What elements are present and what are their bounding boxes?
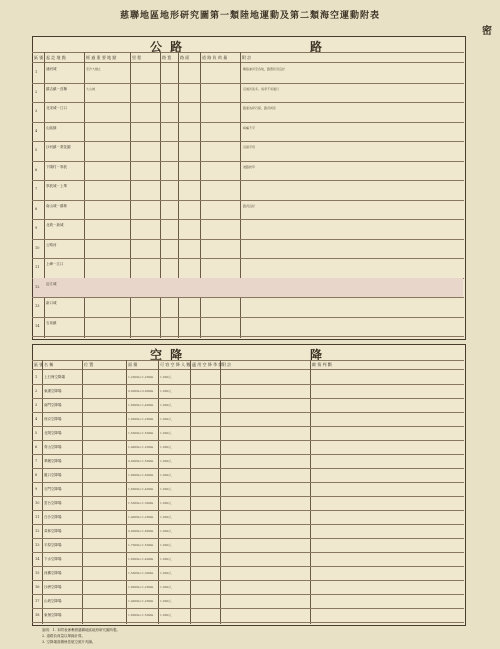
air-row-area: 1,600m×1,500m <box>128 613 154 617</box>
air-row-name: 石門空降場 <box>44 487 62 491</box>
air-row-divider <box>32 398 464 399</box>
air-row-capacity: 1,000人 <box>160 487 172 491</box>
road-row-divider <box>32 200 464 201</box>
air-row-name: 沙洲空降場 <box>44 585 62 589</box>
road-row-divider <box>32 141 464 142</box>
road-row-number: 13 <box>35 304 40 308</box>
air-row-divider <box>32 510 464 511</box>
air-row-capacity: 1,000人 <box>160 515 172 519</box>
air-section-title-2: 降 <box>310 348 325 362</box>
air-row-name: 華嚴空降場 <box>44 459 62 463</box>
air-row-number: 1 <box>35 375 38 379</box>
road-row-note: 沿線平坦 <box>243 145 256 149</box>
road-row-name: 新口城 <box>46 301 57 305</box>
air-row-number: 2 <box>35 389 38 393</box>
footnote-line: 說明：1. 本附表係參照慈聯地區地形研究圖所製。 <box>42 628 120 632</box>
road-section-title-2: 路 <box>310 40 325 54</box>
air-row-number: 15 <box>35 571 40 575</box>
air-row-capacity: 1,000人 <box>160 431 172 435</box>
air-row-number: 10 <box>35 501 40 505</box>
air-row-area: 2,000m×1,500m <box>128 459 154 463</box>
road-row-divider <box>32 336 464 337</box>
road-row-number: 10 <box>35 245 40 250</box>
air-row-capacity: 1,000人 <box>160 613 172 617</box>
air-row-capacity: 1,000人 <box>160 445 172 449</box>
air-header-cell: 可 容 空 降 人 數 <box>160 362 191 367</box>
air-row-number: 11 <box>35 515 40 519</box>
air-row-number: 14 <box>35 557 40 561</box>
footnote-line: 2. 道路負荷量以單線計算。 <box>42 634 85 638</box>
air-row-divider <box>32 426 464 427</box>
road-row-number: 14 <box>35 323 40 328</box>
air-row-divider <box>32 608 464 609</box>
road-header-cell: 路 寬 <box>162 55 172 60</box>
air-column-divider <box>220 360 221 624</box>
air-column-divider <box>42 360 43 624</box>
road-row-number: 8 <box>35 206 38 211</box>
air-row-name: 上石崗空降場 <box>44 375 65 379</box>
air-row-name: 白沙空降場 <box>44 515 62 519</box>
road-row-route: 至汐大橋止 <box>86 67 102 71</box>
air-row-area: 1,800m×1,400m <box>128 403 154 407</box>
road-row-divider <box>32 161 464 162</box>
air-row-capacity: 1,000人 <box>160 543 172 547</box>
air-column-divider <box>190 360 191 624</box>
road-row-note: 道路狹窄 <box>243 164 256 169</box>
air-row-area: 1,500m×1,500m <box>128 431 154 435</box>
air-row-capacity: 1,000人 <box>160 557 172 561</box>
air-header-cell: 名 稱 <box>44 362 54 367</box>
road-row-number: 11 <box>35 265 40 269</box>
road-row-name: 上峰－江口 <box>46 262 64 266</box>
air-row-divider <box>32 580 464 581</box>
air-table <box>32 344 466 626</box>
air-row-area: 1,400m×1,200m <box>128 599 154 603</box>
road-row-number: 3 <box>35 109 38 113</box>
air-row-divider <box>32 454 464 455</box>
air-row-number: 5 <box>35 431 38 435</box>
air-row-number: 18 <box>35 613 40 617</box>
road-row-note: 聯絡浦河至各地，路寬狀況良好 <box>243 67 286 71</box>
air-row-area: 2,000m×2,000m <box>128 389 154 393</box>
road-row-name: 公路河 <box>46 242 57 247</box>
air-row-number: 8 <box>35 473 38 477</box>
road-row-divider <box>32 219 464 220</box>
air-header-cell: 區 號 <box>34 362 44 367</box>
road-row-divider <box>32 122 464 123</box>
road-row-divider <box>32 102 464 103</box>
air-row-number: 17 <box>35 599 40 603</box>
air-row-name: 北岡空降場 <box>44 431 62 435</box>
air-row-capacity: 1,000人 <box>160 529 172 533</box>
air-row-name: 黃林空降場 <box>44 529 62 533</box>
air-row-divider <box>32 496 464 497</box>
air-row-capacity: 1,000人 <box>160 599 172 603</box>
road-row-note: 崎嶇不平 <box>243 125 256 130</box>
road-row-number: 5 <box>35 148 38 152</box>
air-row-divider <box>32 552 464 553</box>
air-row-capacity: 1,000人 <box>160 375 172 379</box>
road-row-name: 蘇吉鎮－莒縣 <box>46 86 67 91</box>
air-row-name: 西京空降場 <box>44 417 62 421</box>
road-row-note: 路況良好 <box>243 203 256 208</box>
air-row-name: 平原空降場 <box>44 543 62 547</box>
road-row-name: 浦河城 <box>46 67 57 71</box>
air-row-capacity: 1,000人 <box>160 501 172 505</box>
air-row-capacity: 1,000人 <box>160 585 172 589</box>
air-row-number: 6 <box>35 445 38 449</box>
road-row-name: 寧波城－上華 <box>46 184 67 188</box>
road-row-number: 12 <box>35 284 40 289</box>
road-row-name: 山區線 <box>46 125 57 130</box>
road-row-divider <box>32 239 464 240</box>
air-row-name: 東湖空降場 <box>44 389 62 393</box>
air-row-divider <box>32 538 464 539</box>
air-row-area: 1,400m×1,200m <box>128 515 154 519</box>
air-row-divider <box>32 440 464 441</box>
air-row-area: 1,400m×1,200m <box>128 445 154 449</box>
air-header-cell: 位 置 <box>84 362 94 367</box>
air-row-name: 河灘空降場 <box>44 571 62 575</box>
air-row-area: 1,200m×1,200m <box>128 375 154 379</box>
air-row-name: 南門空降場 <box>44 403 62 407</box>
air-row-number: 13 <box>35 543 40 547</box>
air-section-title: 空 降 <box>150 348 185 362</box>
air-row-number: 3 <box>35 403 38 407</box>
air-row-name: 下水空降場 <box>44 557 62 561</box>
road-row-number: 6 <box>35 167 38 172</box>
road-row-divider <box>32 258 464 259</box>
air-row-number: 4 <box>35 417 38 421</box>
air-row-divider <box>32 384 464 385</box>
road-row-divider <box>32 180 464 181</box>
air-row-area: 1,800m×1,200m <box>128 585 154 589</box>
road-header-cell: 道 路 負 荷 量 <box>202 55 228 60</box>
air-column-divider <box>310 360 311 624</box>
air-row-divider <box>32 412 464 413</box>
road-header-cell: 里 程 <box>132 55 142 60</box>
air-row-divider <box>32 594 464 595</box>
air-row-area: 1,700m×1,500m <box>128 543 154 547</box>
road-row-note: 沿道河流多，雨季不易通行 <box>243 86 280 91</box>
classification-mark: 密 <box>482 26 492 37</box>
air-header-cell: 附 註 <box>222 362 232 367</box>
road-header-cell: 起 訖 地 點 <box>46 55 66 60</box>
air-row-area: 1,500m×1,300m <box>128 571 154 575</box>
air-row-capacity: 1,000人 <box>160 459 172 463</box>
air-row-capacity: 1,000人 <box>160 571 172 575</box>
air-column-divider <box>82 360 83 624</box>
air-row-name: 山坡空降場 <box>44 599 62 603</box>
air-row-area: 1,600m×1,200m <box>128 417 154 421</box>
air-header-cell: 敵 情 判 斷 <box>312 362 332 367</box>
road-row-number: 7 <box>35 187 38 191</box>
road-header-cell: 區 號 <box>34 55 44 60</box>
road-row-divider <box>32 83 464 84</box>
air-row-area: 1,600m×1,400m <box>128 487 154 491</box>
air-row-number: 16 <box>35 585 40 589</box>
road-row-note: 路面為碎石級，路況尚佳 <box>243 106 277 110</box>
air-row-divider <box>32 566 464 567</box>
road-row-divider <box>32 317 464 318</box>
road-header-cell: 附 註 <box>242 55 252 60</box>
road-section-title: 公 路 <box>150 40 185 54</box>
air-row-area: 1,800m×1,600m <box>128 473 154 477</box>
air-row-capacity: 1,000人 <box>160 403 172 407</box>
air-row-number: 9 <box>35 487 38 491</box>
air-row-divider <box>32 468 464 469</box>
road-row-divider <box>32 297 464 298</box>
road-row-number: 9 <box>35 226 38 230</box>
footnote-line: 3. 空降場面積係依航空照片判讀。 <box>42 640 96 644</box>
document-title: 慈聯地區地形研究圖第一類陸地運動及第二類海空運動附表 <box>119 11 380 21</box>
road-row-number: 2 <box>35 89 38 94</box>
air-column-divider <box>126 360 127 624</box>
road-row-name: 南山城－蘇林 <box>46 203 67 208</box>
road-row-number: 4 <box>35 128 38 133</box>
road-row-name: 下陽村－寧波 <box>46 164 67 169</box>
air-row-name: 龍口空降場 <box>44 473 62 477</box>
air-row-name: 東嶺空降場 <box>44 613 62 617</box>
air-row-capacity: 1,000人 <box>160 389 172 393</box>
road-row-name: 石泉鎮 <box>46 320 57 325</box>
road-row-name: 沿江城 <box>46 281 57 286</box>
air-row-capacity: 1,000人 <box>160 417 172 421</box>
air-row-area: 1,600m×1,400m <box>128 557 154 561</box>
air-header-cell: 適 用 空 降 季 節 <box>192 362 223 367</box>
air-row-number: 7 <box>35 459 38 463</box>
air-row-number: 12 <box>35 529 40 533</box>
road-header-cell: 經 過 重 要 地 點 <box>86 55 117 60</box>
road-row-name: 北坡－新城 <box>46 223 64 227</box>
road-row-highlight <box>33 278 463 298</box>
air-row-divider <box>32 524 464 525</box>
air-column-divider <box>158 360 159 624</box>
road-row-route: 大山城 <box>86 86 96 91</box>
air-row-area: 1,500m×1,300m <box>128 501 154 505</box>
air-row-capacity: 1,000人 <box>160 473 172 477</box>
air-row-name: 雲台空降場 <box>44 501 62 505</box>
road-row-name: 北宋城－江口 <box>46 106 67 110</box>
air-row-divider <box>32 482 464 483</box>
air-header-cell: 面 積 <box>128 362 138 367</box>
road-header-cell: 路 面 <box>180 55 190 60</box>
road-row-number: 1 <box>35 70 38 74</box>
road-row-name: 沙河鎮－梨花園 <box>46 145 71 149</box>
air-row-divider <box>32 622 464 623</box>
air-row-name: 青山空降場 <box>44 445 62 449</box>
air-row-area: 2,000m×1,800m <box>128 529 154 533</box>
